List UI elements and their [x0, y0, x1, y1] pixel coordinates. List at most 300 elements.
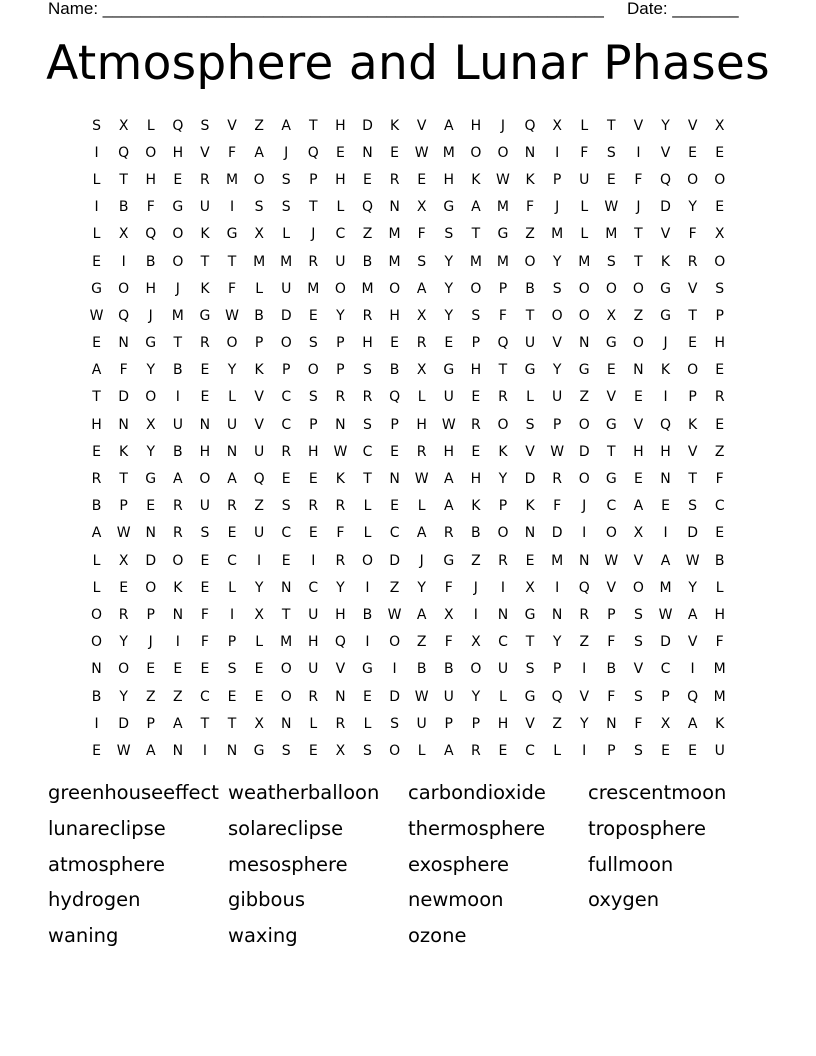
grid-letter[interactable]: V: [416, 117, 427, 134]
grid-letter[interactable]: W: [550, 443, 565, 460]
grid-letter[interactable]: F: [634, 171, 643, 188]
grid-letter[interactable]: O: [199, 471, 211, 488]
grid-letter[interactable]: R: [335, 552, 346, 569]
grid-letter[interactable]: B: [471, 525, 481, 542]
grid-letter[interactable]: K: [660, 253, 671, 270]
grid-letter[interactable]: E: [417, 171, 427, 188]
grid-letter[interactable]: Y: [498, 471, 508, 488]
grid-letter[interactable]: V: [687, 280, 698, 297]
grid-letter[interactable]: N: [199, 416, 211, 433]
grid-letter[interactable]: P: [281, 362, 291, 379]
grid-letter[interactable]: E: [92, 253, 101, 270]
grid-letter[interactable]: M: [280, 253, 293, 270]
grid-letter[interactable]: I: [663, 525, 668, 542]
grid-letter[interactable]: E: [715, 525, 725, 542]
grid-letter[interactable]: Y: [661, 117, 670, 134]
grid-letter[interactable]: E: [715, 362, 725, 379]
grid-letter[interactable]: U: [335, 253, 346, 270]
grid-letter[interactable]: P: [390, 416, 399, 433]
grid-letter[interactable]: E: [281, 471, 291, 488]
grid-letter[interactable]: N: [497, 606, 509, 623]
grid-letter[interactable]: L: [526, 389, 534, 406]
grid-letter[interactable]: R: [308, 253, 319, 270]
grid-letter[interactable]: M: [280, 634, 293, 651]
grid-letter[interactable]: B: [254, 307, 264, 324]
grid-letter[interactable]: T: [227, 715, 237, 732]
grid-letter[interactable]: S: [200, 525, 210, 542]
grid-letter[interactable]: X: [118, 226, 129, 243]
grid-letter[interactable]: X: [714, 226, 725, 243]
grid-letter[interactable]: Y: [146, 362, 156, 379]
grid-letter[interactable]: Q: [145, 226, 157, 243]
grid-letter[interactable]: O: [687, 362, 699, 379]
grid-letter[interactable]: N: [118, 416, 129, 433]
grid-letter[interactable]: S: [363, 742, 372, 759]
grid-letter[interactable]: O: [389, 742, 401, 759]
grid-letter[interactable]: Q: [334, 634, 346, 651]
grid-letter[interactable]: V: [552, 335, 562, 352]
grid-letter[interactable]: O: [91, 634, 103, 651]
grid-letter[interactable]: L: [146, 117, 155, 134]
grid-letter[interactable]: L: [363, 715, 372, 732]
grid-letter[interactable]: W: [604, 552, 619, 569]
grid-letter[interactable]: L: [363, 525, 372, 542]
grid-letter[interactable]: P: [498, 498, 508, 515]
grid-letter[interactable]: G: [91, 280, 102, 297]
grid-letter[interactable]: M: [361, 280, 374, 297]
grid-letter[interactable]: P: [607, 742, 616, 759]
grid-letter[interactable]: G: [226, 226, 238, 243]
grid-letter[interactable]: P: [146, 715, 155, 732]
grid-letter[interactable]: I: [94, 144, 99, 161]
grid-letter[interactable]: Z: [471, 552, 481, 569]
grid-letter[interactable]: O: [632, 579, 644, 596]
grid-letter[interactable]: X: [552, 117, 562, 134]
grid-letter[interactable]: G: [660, 307, 671, 324]
grid-letter[interactable]: B: [525, 280, 535, 297]
grid-letter[interactable]: Z: [633, 307, 644, 324]
grid-letter[interactable]: M: [551, 226, 564, 243]
grid-letter[interactable]: T: [281, 606, 291, 623]
grid-letter[interactable]: T: [200, 715, 210, 732]
grid-letter[interactable]: I: [636, 144, 641, 161]
grid-letter[interactable]: A: [254, 144, 264, 161]
grid-letter[interactable]: L: [417, 389, 426, 406]
grid-letter[interactable]: T: [688, 307, 697, 324]
grid-letter[interactable]: E: [146, 498, 156, 515]
grid-letter[interactable]: O: [91, 606, 103, 623]
grid-letter[interactable]: D: [118, 389, 130, 406]
grid-letter[interactable]: J: [636, 199, 641, 216]
grid-letter[interactable]: A: [660, 552, 671, 569]
grid-letter[interactable]: E: [471, 443, 481, 460]
grid-letter[interactable]: O: [497, 525, 509, 542]
grid-letter[interactable]: H: [362, 335, 373, 352]
grid-letter[interactable]: X: [714, 117, 725, 134]
grid-letter[interactable]: O: [145, 389, 157, 406]
grid-letter[interactable]: W: [685, 552, 700, 569]
grid-letter[interactable]: W: [658, 606, 673, 623]
grid-letter[interactable]: E: [200, 579, 210, 596]
grid-letter[interactable]: X: [118, 552, 129, 569]
grid-letter[interactable]: B: [714, 552, 725, 569]
grid-letter[interactable]: I: [311, 552, 316, 569]
grid-letter[interactable]: F: [553, 498, 562, 515]
grid-letter[interactable]: K: [254, 362, 264, 379]
grid-letter[interactable]: R: [443, 525, 454, 542]
grid-letter[interactable]: G: [605, 416, 617, 433]
name-field[interactable]: Name: _____________________________________________________: [48, 0, 604, 18]
grid-letter[interactable]: E: [92, 742, 101, 759]
grid-letter[interactable]: G: [443, 552, 455, 569]
grid-letter[interactable]: S: [606, 253, 616, 270]
grid-letter[interactable]: E: [390, 443, 399, 460]
grid-letter[interactable]: U: [226, 416, 238, 433]
grid-letter[interactable]: G: [524, 362, 536, 379]
grid-letter[interactable]: O: [714, 171, 726, 188]
grid-letter[interactable]: E: [688, 742, 698, 759]
grid-letter[interactable]: R: [335, 389, 346, 406]
grid-letter[interactable]: R: [91, 471, 102, 488]
grid-letter[interactable]: L: [363, 498, 372, 515]
grid-letter[interactable]: O: [497, 144, 509, 161]
grid-letter[interactable]: X: [145, 416, 156, 433]
grid-letter[interactable]: A: [91, 525, 102, 542]
grid-letter[interactable]: S: [633, 634, 643, 651]
grid-letter[interactable]: U: [552, 389, 563, 406]
grid-letter[interactable]: H: [335, 171, 346, 188]
grid-letter[interactable]: S: [525, 661, 535, 678]
grid-letter[interactable]: V: [525, 443, 535, 460]
grid-letter[interactable]: A: [91, 362, 102, 379]
grid-letter[interactable]: V: [633, 416, 644, 433]
grid-letter[interactable]: B: [91, 498, 102, 515]
grid-letter[interactable]: P: [471, 335, 481, 352]
grid-letter[interactable]: R: [470, 742, 481, 759]
grid-letter[interactable]: Z: [173, 688, 183, 705]
grid-letter[interactable]: R: [308, 688, 319, 705]
grid-letter[interactable]: D: [389, 552, 400, 569]
grid-letter[interactable]: I: [175, 389, 180, 406]
grid-letter[interactable]: H: [470, 471, 482, 488]
grid-letter[interactable]: T: [607, 443, 616, 460]
grid-letter[interactable]: B: [443, 661, 454, 678]
grid-letter[interactable]: B: [118, 199, 129, 216]
grid-letter[interactable]: E: [390, 144, 399, 161]
grid-letter[interactable]: W: [333, 443, 348, 460]
grid-letter[interactable]: S: [552, 280, 562, 297]
grid-letter[interactable]: X: [443, 606, 454, 623]
grid-letter[interactable]: R: [335, 715, 346, 732]
grid-letter[interactable]: O: [172, 226, 184, 243]
grid-letter[interactable]: Z: [714, 443, 725, 460]
grid-letter[interactable]: N: [335, 416, 346, 433]
grid-letter[interactable]: P: [688, 389, 697, 406]
grid-letter[interactable]: F: [634, 715, 643, 732]
grid-letter[interactable]: I: [392, 661, 397, 678]
grid-letter[interactable]: K: [335, 471, 345, 488]
grid-letter[interactable]: D: [524, 471, 536, 488]
grid-letter[interactable]: S: [281, 742, 291, 759]
grid-letter[interactable]: I: [582, 525, 587, 542]
grid-letter[interactable]: O: [687, 171, 699, 188]
grid-letter[interactable]: N: [226, 443, 238, 460]
grid-letter[interactable]: N: [362, 144, 373, 161]
grid-letter[interactable]: X: [416, 362, 427, 379]
grid-letter[interactable]: H: [497, 715, 509, 732]
grid-letter[interactable]: I: [365, 634, 370, 651]
grid-letter[interactable]: T: [525, 634, 535, 651]
grid-letter[interactable]: C: [281, 389, 292, 406]
grid-letter[interactable]: F: [715, 634, 724, 651]
grid-letter[interactable]: Y: [146, 443, 156, 460]
grid-letter[interactable]: Y: [688, 579, 697, 596]
grid-letter[interactable]: Y: [444, 280, 454, 297]
grid-letter[interactable]: Z: [145, 688, 156, 705]
grid-letter[interactable]: A: [443, 117, 454, 134]
grid-letter[interactable]: K: [119, 443, 129, 460]
grid-letter[interactable]: F: [688, 226, 697, 243]
grid-letter[interactable]: A: [443, 742, 454, 759]
grid-letter[interactable]: C: [714, 498, 725, 515]
grid-letter[interactable]: U: [308, 661, 319, 678]
grid-letter[interactable]: M: [659, 579, 672, 596]
grid-letter[interactable]: M: [253, 253, 266, 270]
grid-letter[interactable]: V: [687, 634, 698, 651]
grid-letter[interactable]: K: [389, 117, 400, 134]
grid-letter[interactable]: W: [225, 307, 239, 324]
grid-letter[interactable]: D: [362, 117, 373, 134]
grid-letter[interactable]: Q: [118, 144, 130, 161]
grid-letter[interactable]: H: [172, 144, 184, 161]
grid-letter[interactable]: V: [200, 144, 210, 161]
grid-letter[interactable]: L: [255, 280, 264, 297]
grid-letter[interactable]: I: [202, 742, 207, 759]
grid-letter[interactable]: E: [688, 144, 698, 161]
grid-letter[interactable]: P: [715, 307, 724, 324]
grid-letter[interactable]: K: [715, 715, 725, 732]
grid-letter[interactable]: H: [443, 443, 455, 460]
grid-letter[interactable]: S: [390, 715, 400, 732]
grid-letter[interactable]: R: [227, 498, 237, 515]
grid-letter[interactable]: N: [226, 742, 238, 759]
grid-letter[interactable]: F: [336, 525, 345, 542]
grid-letter[interactable]: A: [416, 525, 427, 542]
grid-letter[interactable]: E: [200, 362, 210, 379]
grid-letter[interactable]: F: [498, 307, 507, 324]
grid-letter[interactable]: O: [253, 171, 265, 188]
grid-letter[interactable]: D: [389, 688, 400, 705]
grid-letter[interactable]: V: [335, 661, 346, 678]
grid-letter[interactable]: P: [336, 335, 345, 352]
grid-letter[interactable]: O: [470, 280, 482, 297]
grid-letter[interactable]: H: [335, 606, 346, 623]
grid-letter[interactable]: H: [714, 606, 725, 623]
grid-letter[interactable]: R: [714, 389, 725, 406]
grid-letter[interactable]: L: [282, 226, 291, 243]
grid-letter[interactable]: A: [416, 280, 427, 297]
grid-letter[interactable]: D: [687, 525, 698, 542]
grid-letter[interactable]: E: [525, 552, 535, 569]
grid-letter[interactable]: U: [253, 443, 265, 460]
grid-letter[interactable]: Z: [579, 389, 590, 406]
grid-letter[interactable]: E: [227, 525, 237, 542]
grid-letter[interactable]: W: [387, 606, 402, 623]
grid-letter[interactable]: E: [715, 416, 725, 433]
grid-letter[interactable]: O: [578, 471, 590, 488]
grid-letter[interactable]: H: [714, 335, 725, 352]
grid-letter[interactable]: L: [255, 634, 264, 651]
grid-letter[interactable]: C: [281, 525, 292, 542]
grid-letter[interactable]: R: [308, 498, 319, 515]
grid-letter[interactable]: T: [525, 307, 535, 324]
grid-letter[interactable]: Z: [254, 498, 264, 515]
grid-letter[interactable]: S: [281, 498, 291, 515]
grid-letter[interactable]: V: [606, 389, 617, 406]
grid-letter[interactable]: S: [471, 307, 481, 324]
grid-letter[interactable]: T: [200, 253, 210, 270]
grid-letter[interactable]: B: [173, 362, 183, 379]
grid-letter[interactable]: R: [172, 525, 183, 542]
grid-letter[interactable]: Q: [118, 307, 130, 324]
grid-letter[interactable]: H: [308, 634, 319, 651]
grid-letter[interactable]: K: [200, 280, 210, 297]
grid-letter[interactable]: S: [281, 199, 291, 216]
grid-letter[interactable]: M: [307, 280, 320, 297]
grid-letter[interactable]: C: [200, 688, 210, 705]
grid-letter[interactable]: I: [229, 606, 235, 623]
grid-letter[interactable]: J: [500, 117, 506, 134]
grid-letter[interactable]: H: [145, 171, 156, 188]
grid-letter[interactable]: L: [92, 226, 101, 243]
grid-letter[interactable]: C: [308, 579, 319, 596]
grid-letter[interactable]: M: [551, 552, 564, 569]
grid-letter[interactable]: A: [173, 715, 183, 732]
grid-letter[interactable]: V: [254, 389, 264, 406]
grid-letter[interactable]: S: [633, 742, 643, 759]
grid-letter[interactable]: Y: [336, 579, 345, 596]
grid-letter[interactable]: E: [606, 171, 616, 188]
grid-letter[interactable]: O: [145, 144, 157, 161]
grid-letter[interactable]: V: [660, 226, 671, 243]
grid-letter[interactable]: E: [661, 742, 670, 759]
grid-letter[interactable]: O: [307, 362, 319, 379]
grid-letter[interactable]: O: [605, 280, 617, 297]
grid-letter[interactable]: V: [606, 579, 617, 596]
grid-letter[interactable]: E: [471, 389, 481, 406]
grid-letter[interactable]: Q: [253, 471, 265, 488]
grid-letter[interactable]: J: [148, 307, 153, 324]
grid-letter[interactable]: G: [145, 471, 157, 488]
grid-letter[interactable]: Y: [119, 634, 128, 651]
grid-letter[interactable]: O: [389, 634, 401, 651]
grid-letter[interactable]: I: [555, 144, 560, 161]
grid-letter[interactable]: C: [227, 552, 237, 569]
grid-letter[interactable]: N: [551, 606, 563, 623]
grid-letter[interactable]: H: [660, 443, 671, 460]
grid-letter[interactable]: S: [633, 688, 643, 705]
grid-letter[interactable]: M: [713, 688, 726, 705]
grid-letter[interactable]: S: [417, 253, 427, 270]
date-field[interactable]: Date: _______: [627, 0, 739, 18]
grid-letter[interactable]: X: [660, 715, 671, 732]
grid-letter[interactable]: R: [281, 443, 292, 460]
grid-letter[interactable]: A: [687, 606, 698, 623]
grid-letter[interactable]: L: [580, 226, 589, 243]
grid-letter[interactable]: Q: [578, 579, 590, 596]
grid-letter[interactable]: E: [200, 552, 210, 569]
grid-letter[interactable]: F: [200, 634, 209, 651]
grid-letter[interactable]: E: [200, 661, 210, 678]
grid-letter[interactable]: Z: [254, 117, 264, 134]
grid-letter[interactable]: S: [281, 171, 291, 188]
grid-letter[interactable]: E: [254, 688, 264, 705]
grid-letter[interactable]: H: [91, 416, 102, 433]
grid-letter[interactable]: M: [496, 199, 509, 216]
grid-letter[interactable]: H: [335, 117, 346, 134]
grid-letter[interactable]: Y: [444, 253, 454, 270]
grid-letter[interactable]: H: [443, 171, 455, 188]
grid-letter[interactable]: S: [308, 389, 318, 406]
grid-letter[interactable]: T: [309, 199, 318, 216]
grid-letter[interactable]: S: [254, 199, 264, 216]
grid-letter[interactable]: W: [414, 144, 429, 161]
grid-letter[interactable]: Z: [579, 634, 590, 651]
grid-letter[interactable]: I: [473, 606, 478, 623]
grid-letter[interactable]: E: [335, 144, 345, 161]
grid-letter[interactable]: L: [92, 171, 101, 188]
grid-letter[interactable]: I: [690, 661, 695, 678]
grid-letter[interactable]: E: [92, 335, 101, 352]
grid-letter[interactable]: R: [552, 471, 562, 488]
grid-letter[interactable]: L: [228, 579, 236, 596]
grid-letter[interactable]: O: [226, 335, 238, 352]
grid-letter[interactable]: Z: [552, 715, 562, 732]
grid-letter[interactable]: N: [172, 742, 184, 759]
grid-letter[interactable]: E: [498, 742, 508, 759]
grid-letter[interactable]: S: [715, 280, 725, 297]
grid-letter[interactable]: V: [660, 144, 671, 161]
grid-letter[interactable]: T: [119, 171, 128, 188]
grid-letter[interactable]: U: [579, 171, 590, 188]
grid-letter[interactable]: K: [200, 226, 210, 243]
grid-letter[interactable]: M: [442, 144, 455, 161]
grid-letter[interactable]: G: [524, 688, 536, 705]
grid-letter[interactable]: J: [284, 144, 289, 161]
grid-letter[interactable]: T: [471, 226, 481, 243]
grid-letter[interactable]: B: [362, 253, 373, 270]
grid-letter[interactable]: I: [229, 199, 235, 216]
grid-letter[interactable]: R: [172, 498, 183, 515]
grid-letter[interactable]: X: [118, 117, 129, 134]
grid-letter[interactable]: Q: [307, 144, 319, 161]
grid-letter[interactable]: O: [524, 253, 536, 270]
grid-letter[interactable]: D: [145, 552, 157, 569]
grid-letter[interactable]: E: [146, 661, 156, 678]
grid-letter[interactable]: U: [172, 416, 183, 433]
grid-letter[interactable]: L: [92, 579, 101, 596]
grid-letter[interactable]: N: [524, 144, 536, 161]
grid-letter[interactable]: E: [633, 471, 643, 488]
grid-letter[interactable]: M: [388, 226, 401, 243]
grid-letter[interactable]: H: [308, 443, 319, 460]
grid-letter[interactable]: A: [416, 606, 427, 623]
grid-letter[interactable]: Y: [579, 715, 589, 732]
grid-letter[interactable]: G: [660, 280, 671, 297]
grid-letter[interactable]: E: [227, 688, 237, 705]
grid-letter[interactable]: T: [309, 117, 318, 134]
grid-letter[interactable]: O: [145, 579, 157, 596]
